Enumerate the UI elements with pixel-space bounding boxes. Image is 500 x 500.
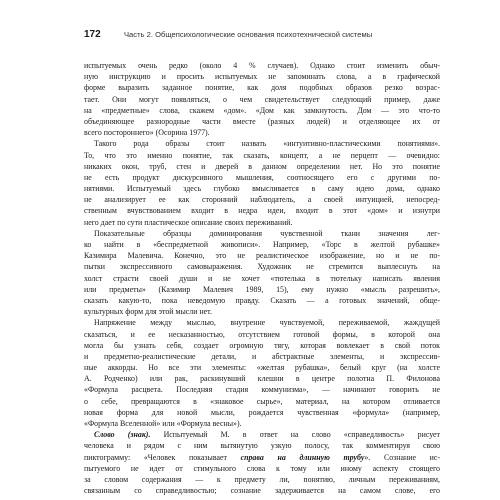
text-line: связанным со справедливостью; сознание задерживается на самом слове, его (84, 486, 440, 496)
text-line: То, что это именно понятие, так сказать, концепт, а не перцепт — очевидно: (84, 150, 440, 160)
text-line: сказаться, и ее несказанностью, отсутствием готовой формы, в которой она (84, 329, 440, 339)
text-line: всего постороннего» (Осорина 1977). (84, 128, 210, 138)
emphasis: справа на длинную трубу (240, 452, 365, 462)
text-line: или предметы» (Казимир Малевич 1989, 15), ему нужно «мысль разрешить», (84, 284, 440, 294)
text-line: ственным вчувствованием входит в недра идеи, входит в этот «дом» и изнутри (84, 206, 440, 216)
text-line: ные аккорды. Но все эти элементы: «желтая рубашка», белый круг (на холсте (84, 363, 440, 373)
text-line: нятиями. Испытуемый здесь глубоко вмысливается в саму идею дома, однако (84, 184, 440, 194)
paragraph (84, 228, 440, 318)
text-line: Показательные образцы доминирования чувственной ткани значения лег- (94, 228, 440, 238)
text-line: ную инструкцию и просить испытуемых не запоминать слова, а в графической (84, 72, 440, 82)
text-line: объединяющее разнородные части вместе (разных людей) и отделяющее их от (84, 116, 440, 126)
text-line: испытуемых очень редко (около 4 % случаев). Однако стоит изменить обыч- (84, 61, 440, 70)
text-line: не анализирует ее как сторонний наблюдатель, а своей интуицией, непосред- (84, 195, 440, 205)
text-line: сказать какую-то, пока неведомую правду. Сказать — а готовых значений, обще- (84, 295, 440, 305)
text-line: «Формула Вселенной» или «Формула весны»). (84, 419, 242, 428)
page-number: 172 (84, 29, 101, 40)
running-head: Часть 2. Общепсихологические основания психотехнической системы (124, 30, 373, 39)
paragraph (84, 60, 440, 138)
text-line: ко найти в «беспредметной живописи». Например, «Торс в желтой рубашке» (84, 240, 440, 249)
text-line: никаких окон, труб, стен и дверей в данном определении нет. Но это понятие (84, 161, 440, 171)
text-line: тает. Они могут появляться, о чем свидетельствует следующий пример, даже (84, 94, 440, 104)
text-line: могла бы узнать себя, создает огромную тягу, которая вовлекает в свой поток (84, 340, 440, 350)
text-line: о себе, превращаются в «знаковое сырье», материал, на котором отливается (84, 396, 440, 406)
text-line: Казимира Малевича. Конечно, это не реалистическое изображение, но и не по- (84, 251, 440, 261)
paragraph (84, 138, 440, 228)
page-header (84, 28, 440, 44)
text-line: него дает по сути пластическое описание своих переживаний. (84, 217, 293, 227)
text-line: пытки экспрессивного самовыражения. Художник не стремится выплеснуть на (84, 262, 440, 272)
text-line: культурных форм для этой мысли нет. (84, 307, 212, 317)
text-line: Напряжение между мыслью, внутренне чувствуемой, переживаемой, жаждущей (94, 318, 440, 328)
text-line: Такого рода образы стоит назвать «интуитивно-пластическими понятиями». (94, 139, 440, 149)
text-line: А. Родченко) или рак, раскинувший клешни в центре полотна П. Филонова (84, 374, 440, 384)
text-line (84, 452, 440, 463)
body-text (84, 60, 440, 496)
text-line (84, 429, 440, 440)
text-fragment: Испытуемый М. в ответ на слово «справедливость» рисует (150, 430, 440, 440)
text-line: холст страсти своей души и не хочет «тютелька в тютельку написать явления (84, 273, 440, 283)
text-line: форме выразить заданное понятие, как доля подобных образов резко возрас- (84, 83, 440, 93)
text-line: и предметно-реалистические детали, и абстрактные элементы, и экспрессив- (84, 351, 440, 361)
text-line: за словом содержания — к предмету ли, понятию, личным переживаниям, (84, 474, 440, 484)
text-fragment: пиктограмму: «Человек показывает (84, 452, 241, 462)
text-line: человека и рядом с ним вытянутую узкую полосу, так комментируя свою (84, 441, 440, 451)
text-line: новая форма для новой мысли, рождается чувственная «формула» (например, (84, 407, 440, 417)
paragraph (84, 429, 440, 496)
paragraph (84, 317, 440, 429)
text-line: не есть продукт дискурсивного мышления, соотносящего его с другими по- (84, 172, 440, 182)
text-line: пытуемого не идет от стимульного слова к тому или иному аспекту стоящего (84, 463, 440, 473)
text-line: на «предметные» слова, скажем «дом». «Дом как замкнутость. Дом — это что-то (84, 105, 440, 115)
text-fragment: ». Сознание ис- (364, 452, 440, 462)
text-line: «Формула расцвета. Последняя стадия коммунизма», — начинают говорить не (84, 385, 440, 395)
paragraph-lead: Слово (знак). (94, 430, 151, 440)
